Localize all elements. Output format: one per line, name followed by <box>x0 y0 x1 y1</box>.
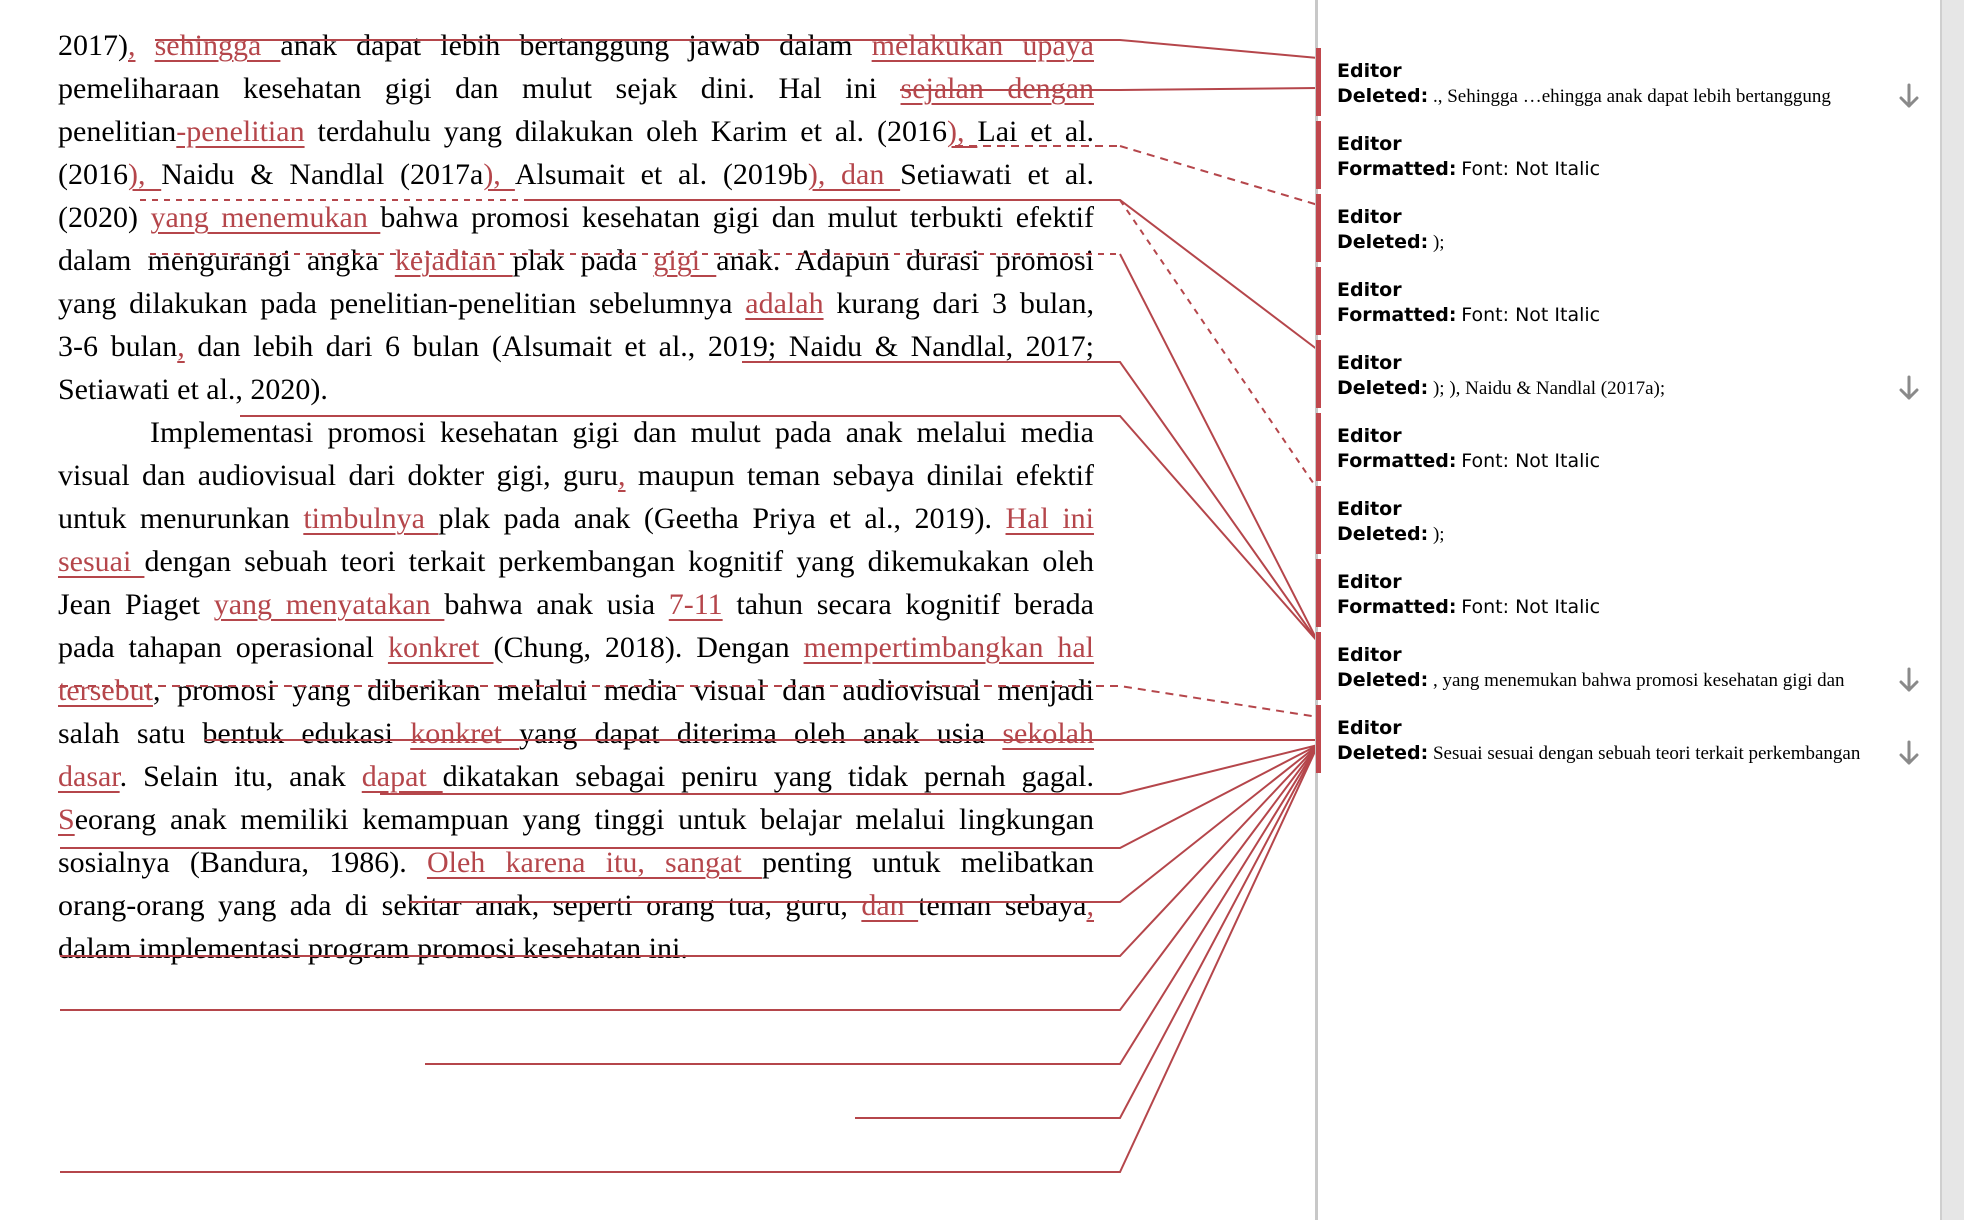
balloon-change-text: ., Sehingga …ehingga anak dapat lebih bertanggung <box>1432 86 1831 107</box>
inserted-text: sehingga <box>154 29 281 62</box>
inserted-text: dasar <box>58 760 120 793</box>
balloon-marker-bar <box>1316 559 1321 627</box>
document-line[interactable] <box>58 157 1094 193</box>
balloon-detail <box>1337 596 1897 619</box>
body-text: Implementasi promosi kesehatan gigi dan mulut pada anak melalui media <box>150 416 1094 449</box>
revision-balloon[interactable] <box>1316 559 1916 627</box>
body-text: Setiawati et al. <box>900 158 1094 191</box>
document-line[interactable] <box>58 888 1094 924</box>
inserted-text: timbulnya <box>303 502 439 535</box>
body-text: (2020) <box>58 201 151 234</box>
body-text: terdahulu yang dilakukan oleh Karim et al. (2016 <box>304 115 947 148</box>
revision-balloon[interactable] <box>1316 413 1916 481</box>
revision-balloon[interactable] <box>1316 48 1916 116</box>
document-line[interactable] <box>58 501 1094 537</box>
balloon-author: Editor <box>1337 133 1402 155</box>
body-text: . Selain itu, anak <box>119 760 362 793</box>
body-text: Naidu & Nandlal (2017a <box>161 158 484 191</box>
body-text: pada tahapan operasional <box>58 631 388 664</box>
inserted-text: konkret <box>387 631 494 664</box>
inserted-text: dapat <box>361 760 443 793</box>
inserted-text: ), <box>128 158 162 191</box>
document-line[interactable] <box>58 802 1094 838</box>
body-text: maupun teman sebaya dinilai efektif <box>625 459 1094 492</box>
document-line[interactable] <box>58 630 1094 666</box>
body-text: tahun secara kognitif berada <box>722 588 1094 621</box>
balloon-marker-bar <box>1316 121 1321 189</box>
document-line[interactable] <box>58 200 1094 236</box>
balloon-change-type: Deleted: <box>1337 742 1429 764</box>
body-text: 3-6 bulan <box>58 330 178 363</box>
body-text: Jean Piaget <box>58 588 214 621</box>
balloon-marker-bar <box>1316 267 1321 335</box>
body-text <box>136 29 155 62</box>
balloon-change-text: Font: Not Italic <box>1461 304 1601 326</box>
inserted-text: sejalan dengan <box>900 72 1094 105</box>
balloon-change-type: Deleted: <box>1337 85 1429 107</box>
inserted-text: , <box>1086 889 1094 922</box>
revision-balloon[interactable] <box>1316 267 1916 335</box>
balloon-detail <box>1337 669 1897 692</box>
revision-balloon[interactable] <box>1316 486 1916 554</box>
inserted-text: yang menyatakan <box>213 588 445 621</box>
body-text: penting untuk melibatkan <box>761 846 1095 879</box>
balloon-change-type: Formatted: <box>1337 596 1457 618</box>
balloon-marker-bar <box>1316 413 1321 481</box>
inserted-text: melakukan upaya <box>871 29 1094 62</box>
body-text: dan lebih dari 6 bulan (Alsumait et al., 2019; Naidu & Nandlal, 2017; <box>184 330 1095 363</box>
body-text: pemeliharaan kesehatan gigi dan mulut sejak dini. Hal ini <box>58 72 901 105</box>
body-text: Lai et al. <box>977 115 1094 148</box>
body-text: salah satu bentuk edukasi <box>58 717 411 750</box>
body-text: (Chung, 2018). Dengan <box>493 631 804 664</box>
balloon-author: Editor <box>1337 206 1402 228</box>
inserted-text: sesuai <box>58 545 145 578</box>
balloon-detail <box>1337 85 1897 108</box>
body-text: , promosi yang diberikan melalui media visual dan audiovisual menjadi <box>152 674 1094 707</box>
expand-arrow-icon[interactable] <box>1898 739 1920 767</box>
balloon-change-type: Deleted: <box>1337 523 1429 545</box>
inserted-text: 7-11 <box>668 588 723 621</box>
body-text: yang dilakukan pada penelitian-penelitian sebelumnya <box>58 287 746 320</box>
balloon-author: Editor <box>1337 571 1402 593</box>
document-line[interactable] <box>58 372 1094 408</box>
balloon-change-type: Formatted: <box>1337 450 1457 472</box>
body-text: dalam implementasi program promosi kesehatan ini. <box>58 932 688 965</box>
body-text: visual dan audiovisual dari dokter gigi, guru <box>58 459 619 492</box>
inserted-text: kejadian <box>394 244 513 277</box>
expand-arrow-icon[interactable] <box>1898 666 1920 694</box>
balloon-author: Editor <box>1337 425 1402 447</box>
inserted-text: dan <box>861 889 919 922</box>
body-text: bahwa promosi kesehatan gigi dan mulut terbukti efektif <box>380 201 1095 234</box>
body-text: plak pada anak (Geetha Priya et al., 2019). <box>438 502 1006 535</box>
document-line[interactable] <box>58 544 1094 580</box>
inserted-text: konkret <box>410 717 520 750</box>
revision-balloon[interactable] <box>1316 705 1916 773</box>
revision-balloon[interactable] <box>1316 121 1916 189</box>
document-line[interactable] <box>58 114 1094 150</box>
expand-arrow-icon[interactable] <box>1898 82 1920 110</box>
expand-arrow-icon[interactable] <box>1898 374 1920 402</box>
balloon-change-type: Deleted: <box>1337 669 1429 691</box>
balloon-marker-bar <box>1316 632 1321 700</box>
balloon-change-type: Formatted: <box>1337 304 1457 326</box>
body-text: bahwa anak usia <box>444 588 669 621</box>
document-line[interactable] <box>58 458 1094 494</box>
balloon-detail <box>1337 450 1897 473</box>
inserted-text: , <box>177 330 185 363</box>
balloon-change-type: Formatted: <box>1337 158 1457 180</box>
balloon-change-type: Deleted: <box>1337 377 1429 399</box>
revision-balloon[interactable] <box>1316 632 1916 700</box>
inserted-text: , <box>128 29 136 62</box>
balloon-detail <box>1337 523 1897 546</box>
document-line[interactable] <box>58 845 1094 881</box>
inserted-text: gigi <box>653 244 717 277</box>
inserted-text: adalah <box>745 287 824 320</box>
inserted-text: Oleh karena itu, sangat <box>426 846 762 879</box>
document-line[interactable] <box>58 759 1094 795</box>
balloon-change-text: , yang menemukan bahwa promosi kesehatan gigi dan <box>1432 670 1845 691</box>
body-text: anak. Adapun durasi promosi <box>716 244 1095 277</box>
body-text: penelitian <box>58 115 177 148</box>
document-line[interactable] <box>58 71 1094 107</box>
balloon-author: Editor <box>1337 279 1402 301</box>
inserted-text: ), dan <box>807 158 901 191</box>
balloon-marker-bar <box>1316 340 1321 408</box>
inserted-text: S <box>58 803 75 836</box>
body-text: dengan sebuah teori terkait perkembangan kognitif yang dikemukakan oleh <box>144 545 1095 578</box>
inserted-text: , <box>618 459 626 492</box>
document-line[interactable] <box>58 716 1094 752</box>
balloon-change-text: Font: Not Italic <box>1461 158 1601 180</box>
inserted-text: -penelitian <box>176 115 305 148</box>
balloon-marker-bar <box>1316 705 1321 773</box>
body-text: kurang dari 3 bulan, <box>823 287 1094 320</box>
balloon-change-text: Font: Not Italic <box>1461 596 1601 618</box>
inserted-text: sekolah <box>1002 717 1094 750</box>
balloon-author: Editor <box>1337 717 1402 739</box>
body-text: (2016 <box>58 158 128 191</box>
balloon-detail <box>1337 304 1897 327</box>
revision-balloon[interactable] <box>1316 194 1916 262</box>
document-line[interactable] <box>58 673 1094 709</box>
balloon-author: Editor <box>1337 352 1402 374</box>
inserted-text: yang menemukan <box>150 201 381 234</box>
balloon-marker-bar <box>1316 48 1321 116</box>
balloon-change-type: Deleted: <box>1337 231 1429 253</box>
body-text: sosialnya (Bandura, 1986). <box>58 846 427 879</box>
body-text: plak pada <box>512 244 654 277</box>
inserted-text: Hal ini <box>1005 502 1095 535</box>
body-text: anak dapat lebih bertanggung jawab dalam <box>280 29 872 62</box>
document-line[interactable] <box>58 286 1094 322</box>
body-text: Setiawati et al., 2020). <box>58 373 328 406</box>
body-text: dalam mengurangi angka <box>58 244 395 277</box>
window-scrollbar-gutter[interactable] <box>1940 0 1964 1220</box>
document-line[interactable] <box>58 329 1094 365</box>
body-text: dikatakan sebagai peniru yang tidak pernah gagal. <box>442 760 1094 793</box>
inserted-text: ), <box>483 158 515 191</box>
balloon-marker-bar <box>1316 486 1321 554</box>
balloon-change-text: ); <box>1432 232 1445 253</box>
body-text: 2017) <box>58 29 128 62</box>
body-text: teman sebaya <box>918 889 1087 922</box>
balloon-detail <box>1337 231 1897 254</box>
balloon-author: Editor <box>1337 498 1402 520</box>
inserted-text: tersebut <box>58 674 153 707</box>
body-text: Alsumait et al. (2019b <box>514 158 808 191</box>
balloon-author: Editor <box>1337 644 1402 666</box>
balloon-author: Editor <box>1337 60 1402 82</box>
balloon-detail <box>1337 377 1897 400</box>
balloon-change-text: Sesuai sesuai dengan sebuah teori terkait perkembangan <box>1432 743 1861 764</box>
inserted-text: ), <box>946 115 978 148</box>
document-line[interactable] <box>58 931 1094 967</box>
body-text: orang-orang yang ada di sekitar anak, seperti orang tua, guru, <box>58 889 862 922</box>
body-text: eorang anak memiliki kemampuan yang tinggi untuk belajar melalui lingkungan <box>74 803 1094 836</box>
balloon-change-text: Font: Not Italic <box>1461 450 1601 472</box>
balloon-change-text: ); ), Naidu & Nandlal (2017a); <box>1432 378 1666 399</box>
balloon-change-text: ); <box>1432 524 1445 545</box>
document-line[interactable] <box>58 28 1094 64</box>
balloon-marker-bar <box>1316 194 1321 262</box>
document-line[interactable] <box>58 587 1094 623</box>
body-text: yang dapat diterima oleh anak usia <box>519 717 1003 750</box>
document-line[interactable] <box>58 415 1094 451</box>
balloon-detail <box>1337 742 1897 765</box>
inserted-text: mempertimbangkan hal <box>803 631 1095 664</box>
document-line[interactable] <box>58 243 1094 279</box>
revision-balloon[interactable] <box>1316 340 1916 408</box>
body-text: untuk menurunkan <box>58 502 304 535</box>
balloon-detail <box>1337 158 1897 181</box>
